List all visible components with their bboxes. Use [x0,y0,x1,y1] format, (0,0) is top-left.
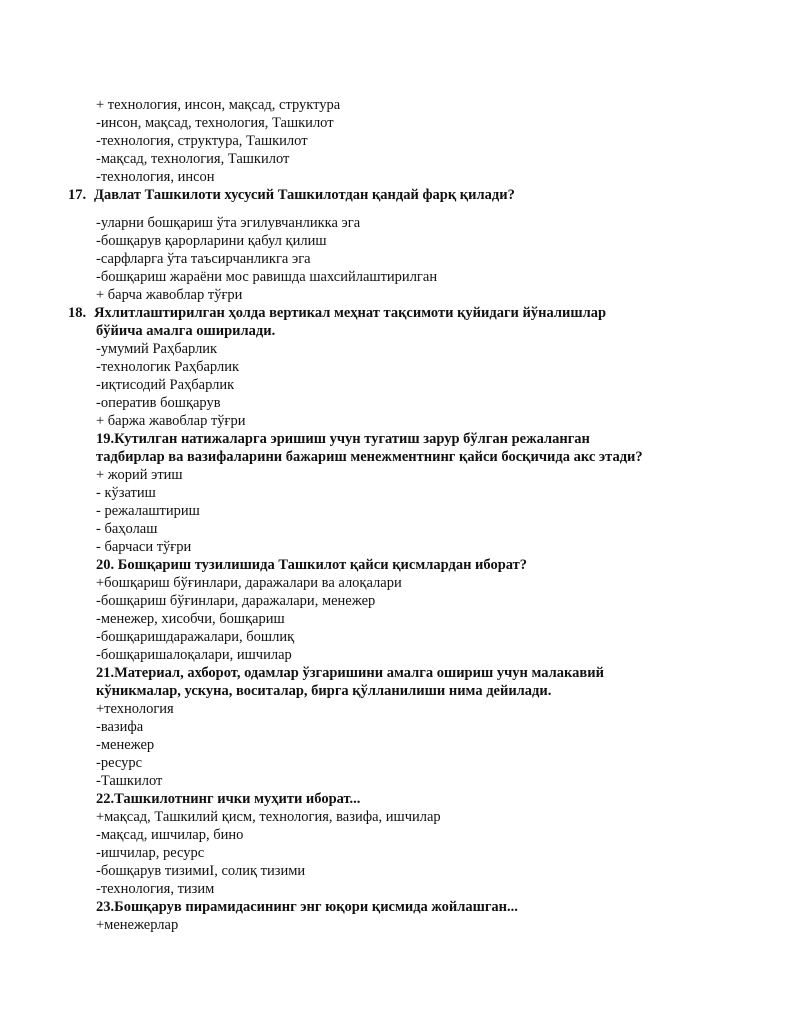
answer-option: -технология, структура, Ташкилот [96,133,308,149]
answer-option: -уларни бошқариш ўта эгилувчанликка эга [96,215,361,231]
answer-option: -бошқариш жараёни мос равишда шахсийлаштирилган [96,269,438,285]
question-number: 18. [68,305,87,321]
answer-option: -ресурс [96,755,143,771]
answer-option: -оператив бошқарув [96,395,221,411]
answer-option: - баҳолаш [96,521,158,537]
question-19: 19.Кутилган натижаларга эришиш учун тугатиш зарур бўлган режаланган [96,431,590,447]
question-text-continued: бўйича амалга оширилади. [96,323,276,339]
answer-option: -менежер, хисобчи, бошқариш [96,611,285,627]
answer-option: + баржа жавоблар тўғри [96,413,246,429]
answer-option: -технология, инсон [96,169,215,185]
answer-option: +мақсад, Ташкилий қисм, технология, вазифа, ишчилар [96,809,441,825]
answer-option: -бошқарув тизимиI, солиқ тизими [96,863,306,879]
question-text: Давлат Ташкилоти хусусий Ташкилотдан қандай фарқ қилади? [94,187,515,203]
question-18 [68,304,606,322]
answer-option: - кўзатиш [96,485,156,501]
answer-option: +бошқариш бўғинлари, даражалари ва алоқалари [96,575,402,591]
answer-option: -менежер [96,737,155,753]
question-17 [68,186,515,204]
answer-option: -мақсад, технология, Ташкилот [96,151,290,167]
question-21: 21.Материал, ахборот, одамлар ўзгаришини амалга ошириш учун малакавий [96,665,604,681]
answer-option: + барча жавоблар тўғри [96,287,243,303]
answer-option: -иқтисодий Раҳбарлик [96,377,235,393]
question-text: Яхлитлаштирилган ҳолда вертикал меҳнат тақсимоти қуйидаги йўналишлар [94,305,607,321]
question-20: 20. Бошқариш тузилишида Ташкилот қайси қисмлардан иборат? [96,557,528,573]
answer-option: -технологик Раҳбарлик [96,359,240,375]
question-22: 22.Ташкилотнинг ички муҳити иборат... [96,791,361,807]
answer-option: -бошқариш бўғинлари, даражалари, менежер [96,593,376,609]
answer-option: + технология, инсон, мақсад, структура [96,97,341,113]
answer-option: -Ташкилот [96,773,163,789]
question-text-continued: тадбирлар ва вазифаларини бажариш менежментнинг қайси босқичида акс этади? [96,449,643,465]
answer-option: -ишчилар, ресурс [96,845,205,861]
answer-option: +технология [96,701,174,717]
answer-option: -бошқарув қарорларини қабул қилиш [96,233,327,249]
question-23: 23.Бошқарув пирамидасининг энг юқори қисмида жойлашган... [96,899,518,915]
answer-option: -бошқаришдаражалари, бошлиқ [96,629,295,645]
question-number: 17. [68,187,87,203]
answer-option: -бошқаришалоқалари, ишчилар [96,647,292,663]
answer-option: +менежерлар [96,917,179,933]
answer-option: -вазифа [96,719,144,735]
answer-option: -технология, тизим [96,881,215,897]
answer-option: + жорий этиш [96,467,183,483]
answer-option: -мақсад, ишчилар, бино [96,827,244,843]
answer-option: - барчаси тўғри [96,539,192,555]
answer-option: -умумий Раҳбарлик [96,341,218,357]
answer-option: - режалаштириш [96,503,200,519]
question-text-continued: кўникмалар, ускуна, воситалар, бирга қўлланилиши нима дейилади. [96,683,552,699]
answer-option: -сарфларга ўта таъсирчанликга эга [96,251,311,267]
answer-option: -инсон, мақсад, технология, Ташкилот [96,115,334,131]
